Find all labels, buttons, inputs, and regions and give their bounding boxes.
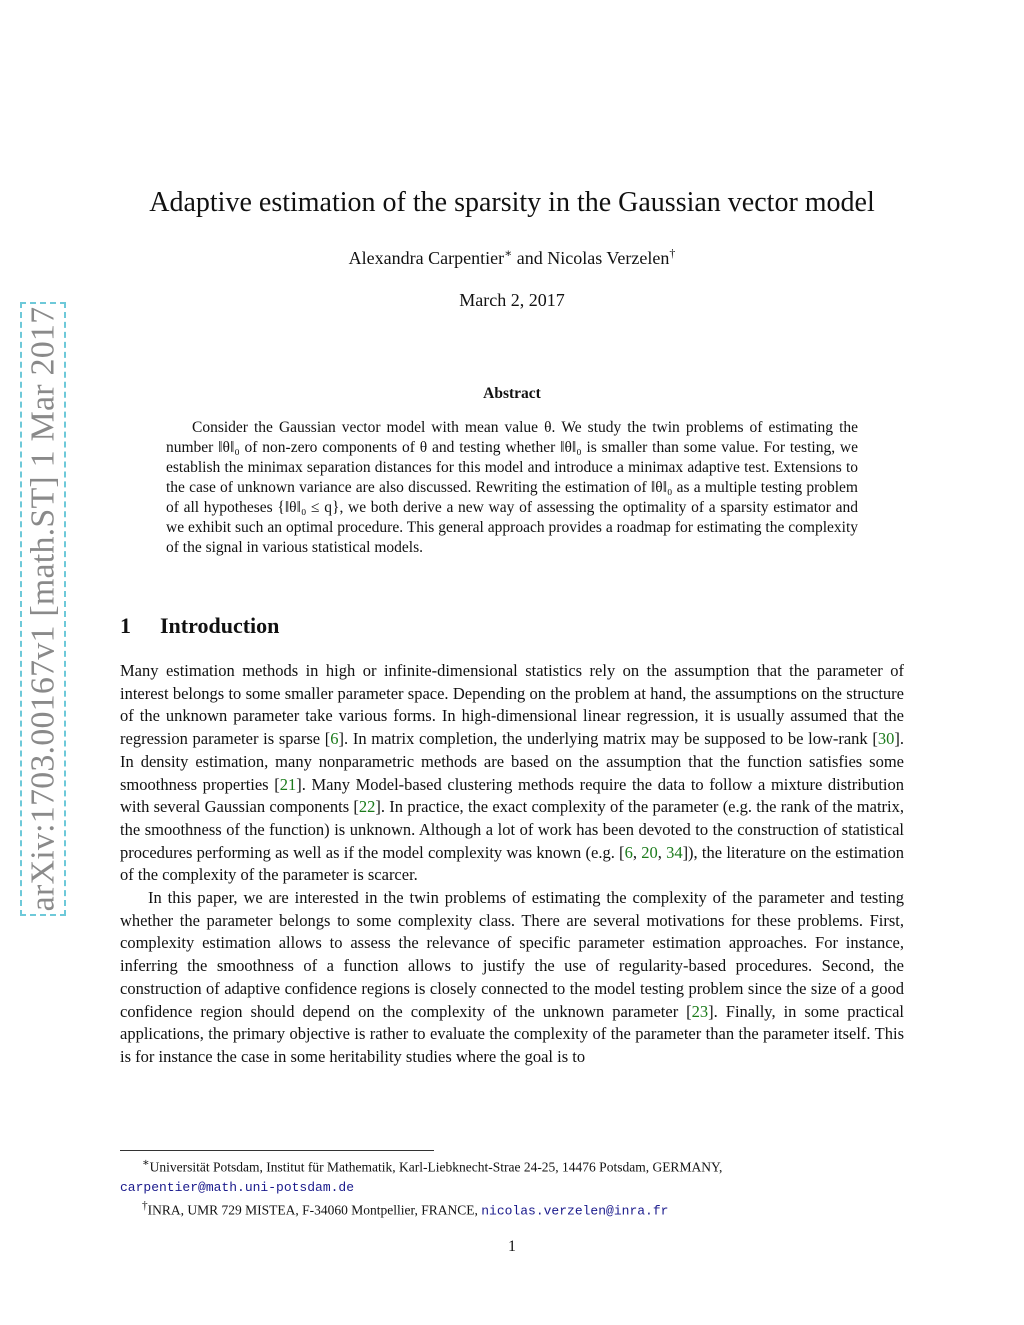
citation-link[interactable]: 6 <box>330 729 339 749</box>
citation-link[interactable]: 30 <box>877 729 895 749</box>
section-number: 1 <box>120 613 131 638</box>
page-number: 1 <box>508 1238 516 1255</box>
section-title: Introduction <box>160 613 280 638</box>
author-conjunction: and <box>516 248 543 268</box>
text-run: In this paper, we are interested in the twin problems of estimating the complexity of the parameter and testing whether the parameter belongs to some complexity class. There are several motivations for these problems. First, complexity estimation allows to assess the relevance of specific parameter estimation approaches. For instance, inferring the smoothness of a function allows to justify the use of regularity-based procedures. Second, the construction of adaptive confidence regions is closely connected to the model testing problem since the size of a good confidence region should depend on the complexity of the unknown parameter [ <box>120 888 904 1021</box>
text-run: Many estimation methods in high or infinite-dimensional statistics rely on the assumption that the parameter of interest belongs to some smaller parameter space. Depending on the problem at hand, the assumptions on the structure of the unknown parameter take various forms. In high-dimensional linear regression, it is usually assumed that the regression parameter is sparse [ <box>120 661 904 749</box>
text-run: ]. Many Model-based clustering methods require the data to follow a mixture distribution with several Gaussian components [ <box>120 774 904 817</box>
citation-link[interactable]: 22 <box>358 797 376 817</box>
footnote-1 <box>120 1154 904 1197</box>
footnote-mark: ∗ <box>142 1157 150 1169</box>
paper-title: Adaptive estimation of the sparsity in the Gaussian vector model <box>149 187 875 218</box>
body-paragraph-1 <box>120 660 904 887</box>
citation-link[interactable]: 6 <box>624 842 633 862</box>
text-run: ]. In matrix completion, the underlying matrix may be supposed to be low-rank [ <box>338 729 878 749</box>
abstract-paragraph: Consider the Gaussian vector model with mean value θ. We study the twin problems of estimating the number ‖θ‖₀ of non-zero components of θ and testing whether ‖θ‖₀ is smaller than some value. For testing, we establish the minimax separation distances for this model and introduce a minimax adaptive test. Extensions to the case of unknown variance are also discussed. Rewriting the estimation of ‖θ‖₀ as a multiple testing problem of all hypotheses {‖θ‖₀ ≤ q}, we both derive a new way of assessing the optimality of a sparsity estimator and we exhibit such an optimal procedure. This general approach provides a roadmap for estimating the complexity of the signal in various statistical models. <box>166 419 858 556</box>
email-link-verzelen[interactable]: nicolas.verzelen@inra.fr <box>481 1203 669 1218</box>
text-run: , <box>632 842 642 862</box>
arxiv-id: arXiv:1703.00167v1 [math.ST] 1 Mar 2017 <box>24 306 61 912</box>
text-run: ]. Finally, in some practical applications, the primary objective is rather to evaluate the complexity of the parameter than the parameter itself. This is for instance the case in some heritability studies where the goal is to <box>120 1001 904 1066</box>
footnote-mark: † <box>142 1199 148 1212</box>
citation-link[interactable]: 23 <box>691 1001 709 1021</box>
text-run: ]), the literature on the estimation of the complexity of the parameter is scarcer. <box>120 842 905 885</box>
section-heading-introduction <box>120 613 279 639</box>
author-footnote-mark-1[interactable]: ∗ <box>504 246 513 260</box>
paper-date: March 2, 2017 <box>459 290 565 310</box>
citation-link[interactable]: 20 <box>641 842 658 862</box>
text-run: ]. In density estimation, many nonparametric methods are based on the assumption that the function satisfies some smoothness properties [ <box>120 729 904 794</box>
body-paragraph-2 <box>120 887 904 1069</box>
author-verzelen: Nicolas Verzelen <box>547 248 670 268</box>
introduction-body <box>120 660 904 1069</box>
author-footnote-mark-2[interactable]: † <box>669 246 676 260</box>
footnote-2 <box>120 1197 904 1221</box>
citation-link[interactable]: 21 <box>279 774 297 794</box>
abstract-body <box>166 418 858 558</box>
abstract-heading: Abstract <box>483 385 541 402</box>
footnotes <box>120 1154 904 1220</box>
footnote-text: Universität Potsdam, Institut für Mathematik, Karl-Liebknecht-Strae 24-25, 14476 Potsdam, GERMANY, <box>149 1159 723 1175</box>
text-run: , <box>657 842 667 862</box>
email-link-carpentier[interactable]: carpentier@math.uni-potsdam.de <box>120 1179 355 1195</box>
author-line <box>0 246 1024 269</box>
author-carpentier: Alexandra Carpentier <box>348 248 505 268</box>
text-run: ]. In practice, the exact complexity of the parameter (e.g. the rank of the matrix, the smoothness of the function) is unknown. Although a lot of work has been devoted to the construction of statistical procedures performing as well as if the model complexity was known (e.g. [ <box>120 797 904 862</box>
footnote-rule <box>120 1150 434 1151</box>
citation-link[interactable]: 34 <box>666 842 683 862</box>
footnote-text: INRA, UMR 729 MISTEA, F-34060 Montpellier, FRANCE, <box>147 1202 482 1217</box>
